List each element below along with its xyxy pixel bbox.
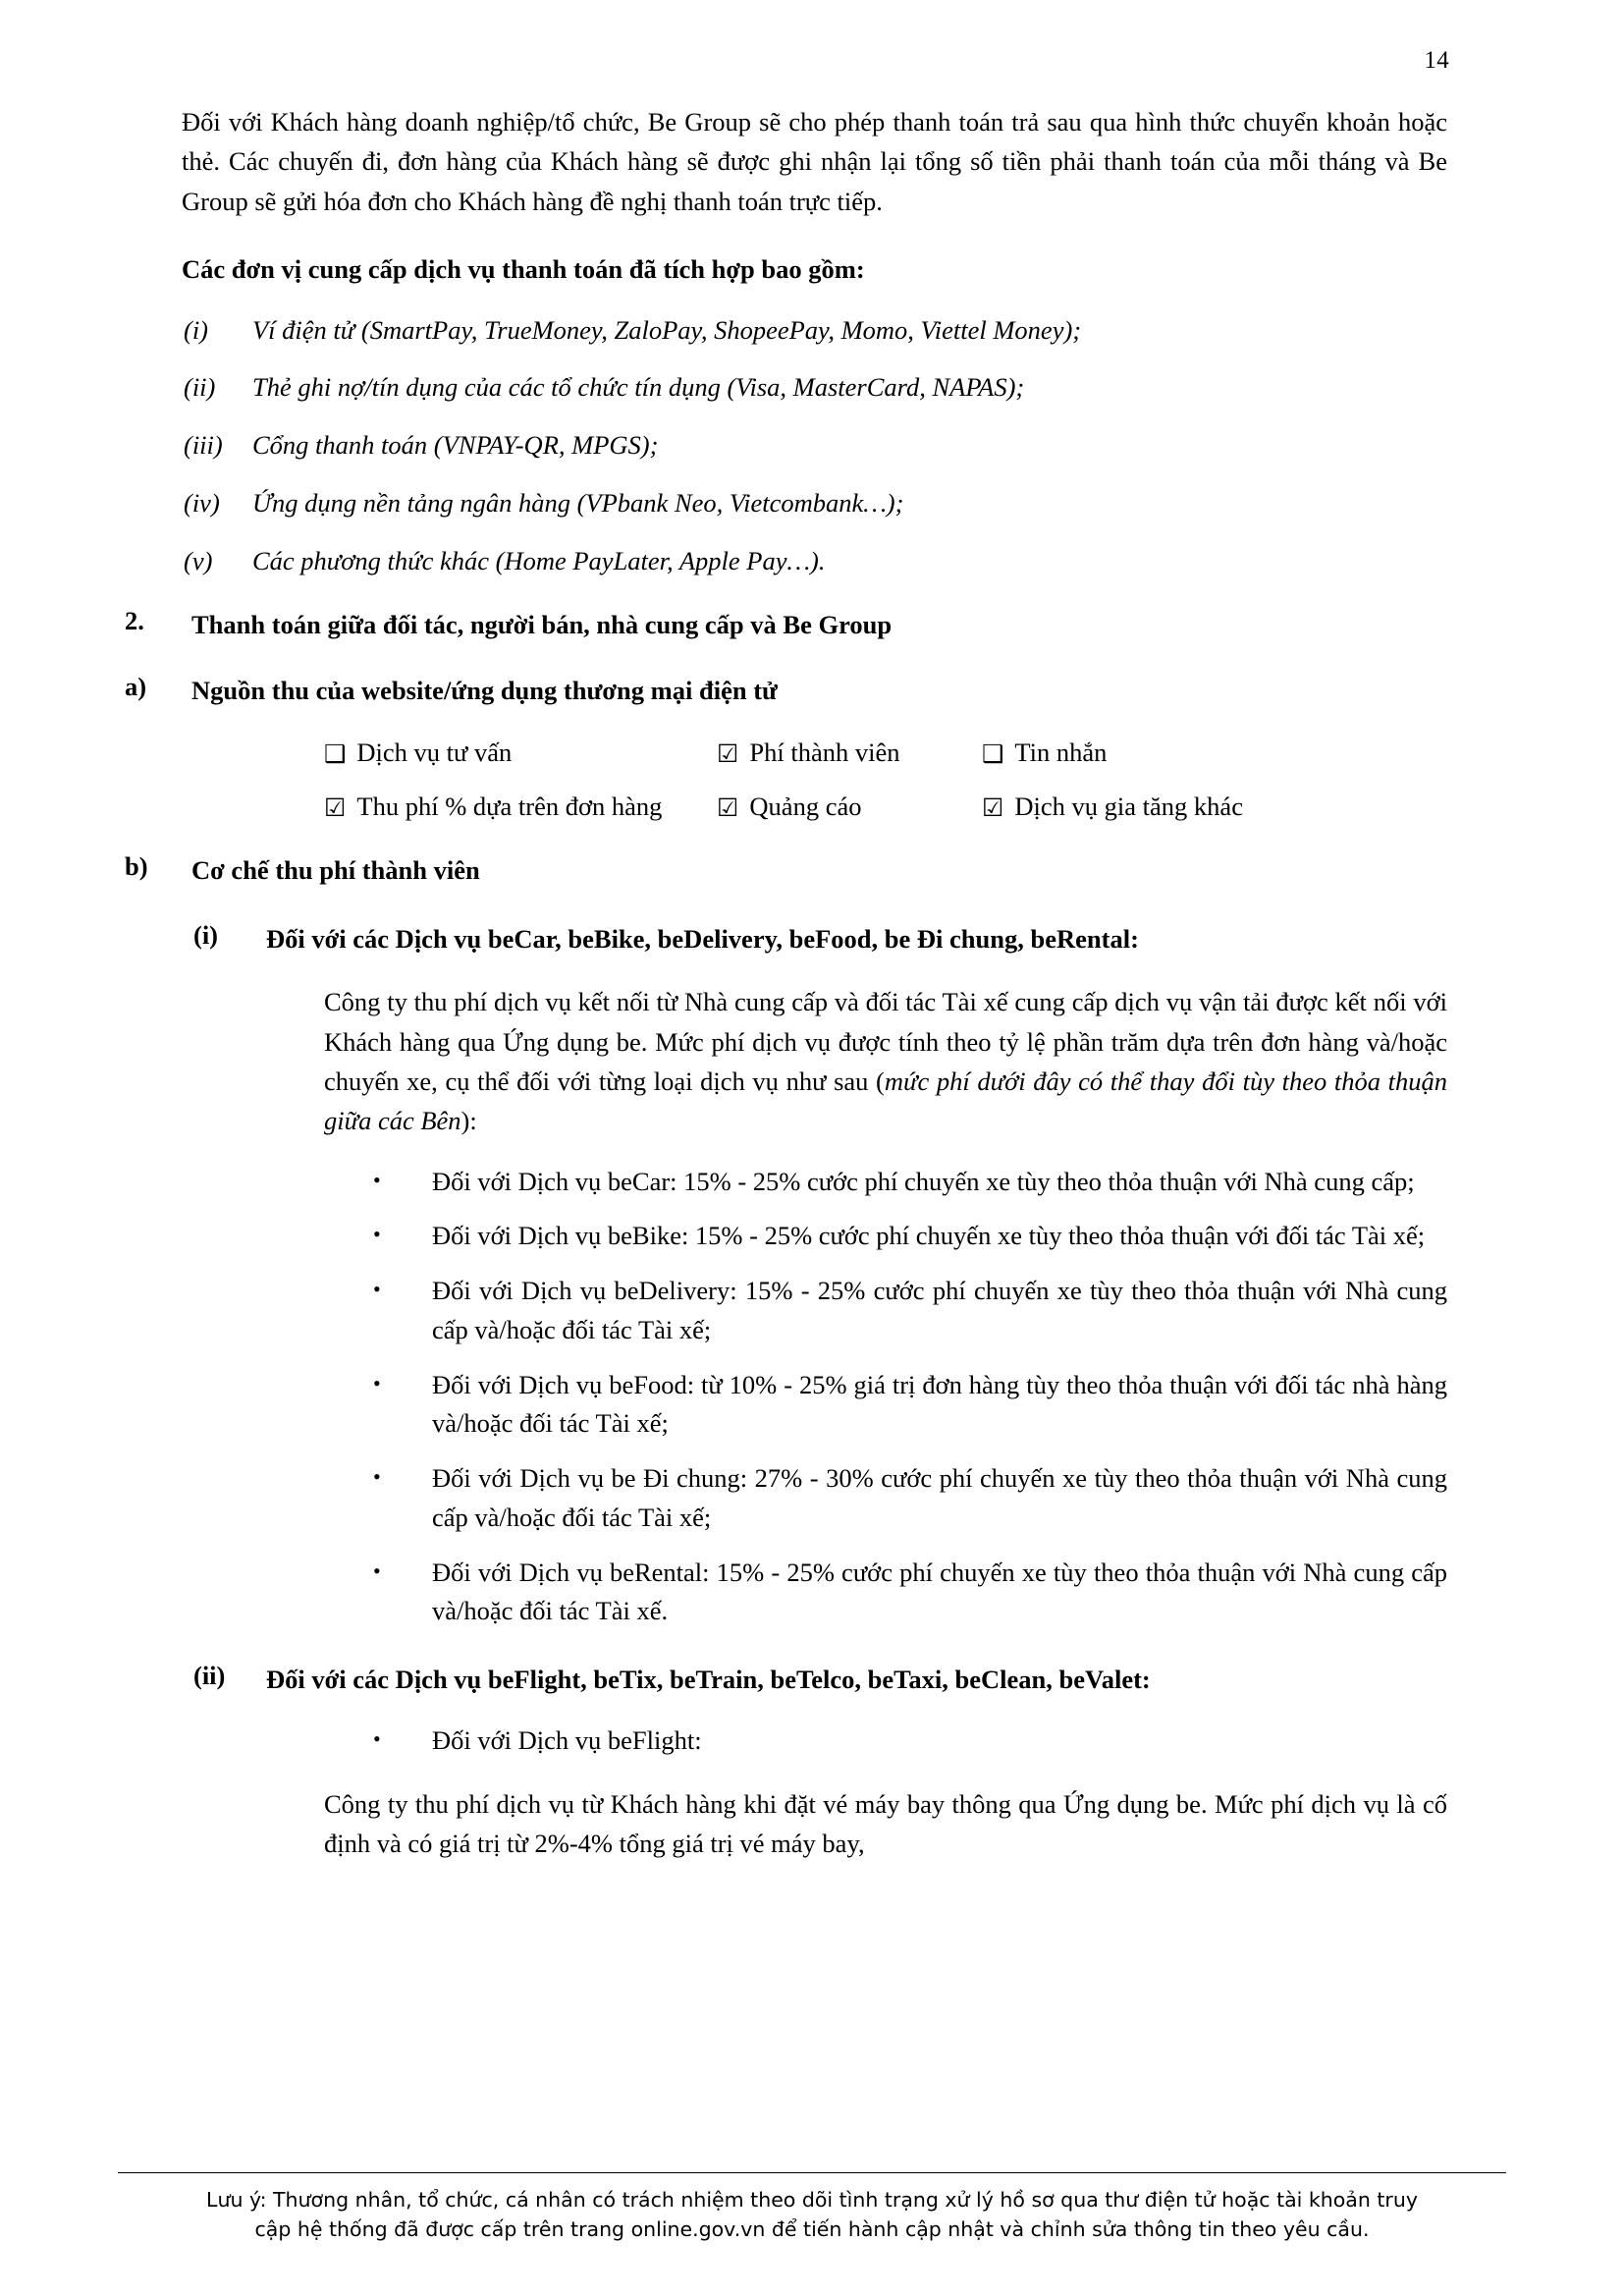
sub-i-title: Đối với các Dịch vụ beCar, beBike, beDelivery, beFood, be Đi chung, beRental: — [266, 923, 1139, 954]
sub-ii-marker: (ii) — [193, 1661, 226, 1691]
bullet-icon: • — [373, 1464, 381, 1490]
bullet-icon: • — [373, 1558, 381, 1583]
section-2-number: 2. — [125, 606, 144, 636]
revenue-source-checkbox-grid — [324, 735, 1384, 825]
section-a-title: Nguồn thu của website/ứng dụng thương mại điện tử — [191, 676, 778, 706]
checkbox-icon[interactable]: ☑ — [982, 793, 1004, 822]
list-marker: (iv) — [184, 487, 220, 518]
checkbox-icon[interactable]: ❑ — [982, 738, 1004, 768]
checkbox-row — [324, 789, 1384, 825]
list-text: Ứng dụng nền tảng ngân hàng (VPbank Neo, Vietcombank…); — [252, 487, 904, 518]
providers-list — [182, 311, 1447, 581]
list-marker: (i) — [184, 314, 209, 345]
list-item — [182, 542, 1447, 581]
section-a-letter: a) — [125, 672, 147, 702]
bullet-text: Đối với Dịch vụ beDelivery: 15% - 25% cước phí chuyến xe tùy theo thỏa thuận với Nhà cung cấp và/hoặc đối tác Tài xế; — [432, 1276, 1447, 1344]
list-item — [373, 1722, 1447, 1761]
list-item — [182, 484, 1447, 523]
list-text: Các phương thức khác (Home PayLater, Apple Pay…). — [252, 545, 826, 575]
section-b — [125, 850, 1447, 891]
checkbox-row — [324, 735, 1384, 771]
checkbox-label: Phí thành viên — [749, 737, 900, 767]
list-item — [373, 1459, 1447, 1538]
section-2-title: Thanh toán giữa đối tác, người bán, nhà cung cấp và Be Group — [191, 610, 893, 640]
checkbox-label: Dịch vụ tư vấn — [356, 737, 513, 767]
list-text: Ví điện tử (SmartPay, TrueMoney, ZaloPay, ShopeePay, Momo, Viettel Money); — [252, 314, 1082, 345]
list-item — [373, 1163, 1447, 1202]
footer-note-line-1: Lưu ý: Thương nhân, tổ chức, cá nhân có trách nhiệm theo dõi tình trạng xử lý hồ sơ qua thư điện tử hoặc tài khoản truy — [206, 2187, 1418, 2212]
bullet-icon: • — [373, 1725, 381, 1751]
page-number: 14 — [1424, 47, 1449, 74]
list-item — [373, 1272, 1447, 1350]
list-item — [182, 426, 1447, 465]
checkbox-icon[interactable]: ☑ — [717, 738, 739, 768]
sub-ii-paragraph: Công ty thu phí dịch vụ từ Khách hàng khi đặt vé máy bay thông qua Ứng dụng be. Mức phí dịch vụ là cố định và có giá trị từ 2%-4% tổng giá trị vé máy bay, — [324, 1788, 1447, 1858]
section-b-title: Cơ chế thu phí thành viên — [191, 854, 480, 885]
page-footer — [118, 2172, 1506, 2246]
list-text: Thẻ ghi nợ/tín dụng của các tổ chức tín dụng (Visa, MasterCard, NAPAS); — [252, 372, 1025, 403]
checkbox-label: Dịch vụ gia tăng khác — [1014, 791, 1243, 821]
sub-i-paragraph — [324, 982, 1447, 1140]
bullet-icon: • — [373, 1277, 381, 1302]
list-item — [182, 311, 1447, 351]
bullet-text: Đối với Dịch vụ beCar: 15% - 25% cước phí chuyến xe tùy theo thỏa thuận với Nhà cung cấp; — [432, 1166, 1415, 1196]
list-marker: (ii) — [184, 372, 216, 403]
sub-i-paragraph-pre: Công ty thu phí dịch vụ kết nối từ Nhà cung cấp và đối tác Tài xế cung cấp dịch vụ vận tải được kết nối với Khách hàng qua Ứng dụng be. Mức phí dịch vụ được tính theo tỷ lệ phần trăm dựa trên đơn hàng và/hoặc chuyến xe, cụ thể đối với từng loại dịch vụ như sau ( — [324, 987, 1447, 1097]
checkbox-option-value-added-services[interactable] — [982, 789, 1335, 825]
checkbox-label: Quảng cáo — [749, 791, 862, 821]
list-marker: (iii) — [184, 430, 223, 461]
sub-ii-bullets — [182, 1722, 1447, 1761]
section-b-sub-ii — [182, 1661, 1447, 1700]
section-2 — [125, 606, 1447, 645]
list-item — [373, 1366, 1447, 1445]
checkbox-option-consulting[interactable] — [324, 735, 717, 771]
footer-note-line-2: cập hệ thống đã được cấp trên trang online.gov.vn để tiến hành cập nhật và chỉnh sửa thông tin theo yêu cầu. — [254, 2217, 1370, 2242]
bullet-icon: • — [373, 1370, 381, 1395]
list-item — [182, 368, 1447, 408]
sub-i-paragraph-italic: mức phí dưới đây có thể thay đổi tùy theo thỏa thuận giữa các Bên — [324, 1066, 1447, 1136]
bullet-text: Đối với Dịch vụ be Đi chung: 27% - 30% cước phí chuyến xe tùy theo thỏa thuận với Nhà cung cấp và/hoặc đối tác Tài xế; — [432, 1463, 1447, 1532]
list-marker: (v) — [184, 545, 213, 575]
section-a — [125, 672, 1447, 711]
bullet-icon: • — [373, 1167, 381, 1192]
sub-i-bullets — [182, 1163, 1447, 1632]
bullet-text: Đối với Dịch vụ beFlight: — [432, 1724, 702, 1755]
checkbox-option-order-percentage-fee[interactable] — [324, 789, 717, 825]
checkbox-icon[interactable]: ❑ — [324, 738, 347, 768]
footer-divider — [118, 2172, 1506, 2173]
checkbox-option-advertising[interactable] — [717, 789, 982, 825]
checkbox-option-messaging[interactable] — [982, 735, 1335, 771]
list-item — [373, 1217, 1447, 1256]
section-b-letter: b) — [125, 850, 148, 881]
checkbox-label: Tin nhắn — [1014, 737, 1108, 767]
checkbox-icon[interactable]: ☑ — [324, 793, 347, 822]
bullet-text: Đối với Dịch vụ beFood: từ 10% - 25% giá trị đơn hàng tùy theo thỏa thuận với đối tác nhà hàng và/hoặc đối tác Tài xế; — [432, 1369, 1447, 1439]
bullet-icon: • — [373, 1222, 381, 1247]
sub-i-paragraph-post: ): — [460, 1106, 477, 1136]
providers-heading: Các đơn vị cung cấp dịch vụ thanh toán đã tích hợp bao gồm: — [182, 253, 865, 284]
checkbox-label: Thu phí % dựa trên đơn hàng — [356, 791, 663, 821]
page-content — [118, 75, 1506, 1863]
bullet-text: Đối với Dịch vụ beBike: 15% - 25% cước phí chuyến xe tùy theo thỏa thuận với đối tác Tài xế; — [432, 1221, 1426, 1251]
list-item — [373, 1554, 1447, 1632]
checkbox-icon[interactable]: ☑ — [717, 793, 739, 822]
bullet-text: Đối với Dịch vụ beRental: 15% - 25% cước phí chuyến xe tùy theo thỏa thuận với Nhà cung cấp và/hoặc đối tác Tài xế. — [432, 1557, 1447, 1626]
sub-ii-title: Đối với các Dịch vụ beFlight, beTix, beTrain, beTelco, beTaxi, beClean, beValet: — [266, 1665, 1151, 1695]
intro-paragraph: Đối với Khách hàng doanh nghiệp/tổ chức, Be Group sẽ cho phép thanh toán trả sau qua hình thức chuyển khoản hoặc thẻ. Các chuyến đi, đơn hàng của Khách hàng sẽ được ghi nhận lại tổng số tiền phải thanh toán của mỗi tháng và Be Group sẽ gửi hóa đơn cho Khách hàng đề nghị thanh toán trực tiếp. — [182, 107, 1447, 216]
checkbox-option-membership-fee[interactable] — [717, 735, 982, 771]
section-b-sub-i — [182, 920, 1447, 959]
sub-i-marker: (i) — [193, 919, 219, 950]
list-text: Cổng thanh toán (VNPAY-QR, MPGS); — [252, 430, 659, 461]
